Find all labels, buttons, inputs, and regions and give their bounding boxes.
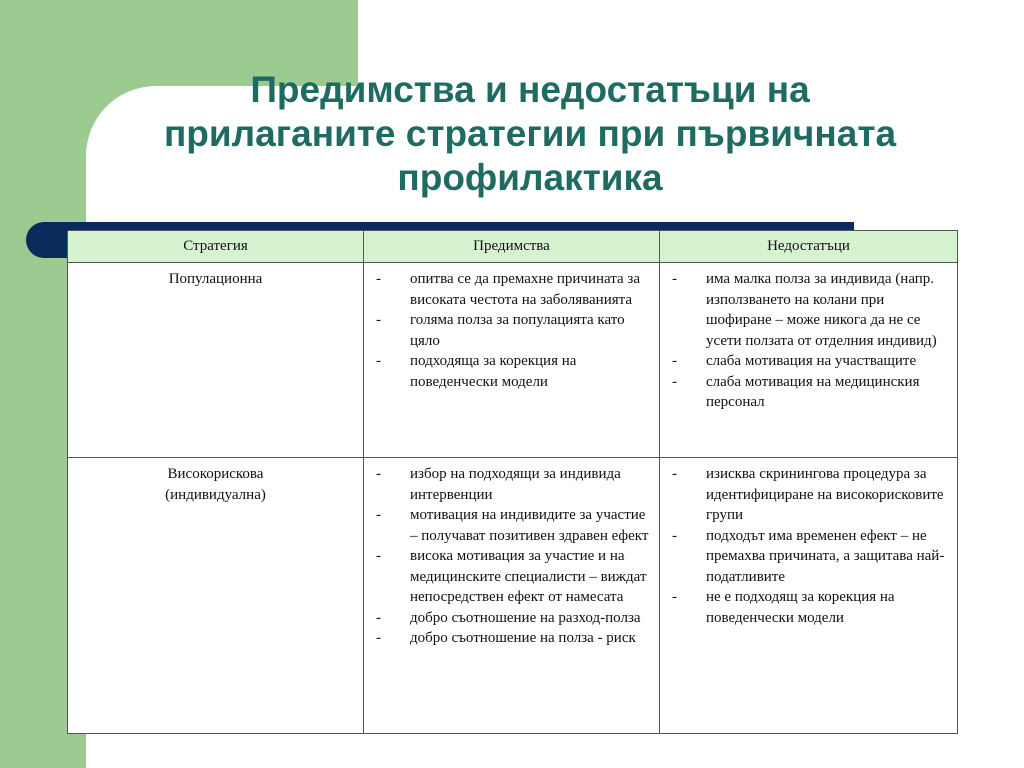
bullet-marker: - [672, 353, 677, 369]
list-item-text: не е подходящ за корекция на поведенчески модели [706, 589, 895, 626]
list-item [372, 269, 651, 310]
bullet-marker: - [672, 373, 677, 390]
list-item-text: има малка полза за индивида (напр. използването на колани при шофиране – може никога да не се усети ползата от отделния индивид) [706, 271, 937, 349]
bullet-marker: - [376, 312, 381, 328]
list-item-text: изисква скринингова процедура за идентифициране на високорисковите групи [706, 466, 944, 523]
slide-title-line: профилактика [397, 157, 663, 198]
disadvantages-list [668, 464, 949, 628]
list-item [372, 310, 651, 351]
header-strategy: Стратегия [68, 231, 364, 263]
list-item-text: висока мотивация за участие и на медицинските специалисти – виждат непосредствен ефект от намесата [410, 548, 647, 605]
list-item-text: опитва се да премахне причината за високата честота на заболяванията [410, 271, 641, 308]
bullet-marker: - [376, 353, 381, 369]
list-item [372, 608, 651, 629]
list-item-text: избор на подходящи за индивида интервенции [410, 466, 621, 503]
bullet-marker: - [376, 548, 381, 564]
advantages-list [372, 269, 651, 392]
list-item [372, 628, 651, 649]
list-item [668, 372, 949, 413]
bullet-marker: - [376, 466, 381, 482]
list-item-text: слаба мотивация на участващите [706, 353, 917, 369]
bullet-marker: - [672, 271, 677, 287]
table-row [68, 263, 958, 458]
strategy-name: Популационна [168, 271, 263, 287]
header-advantages: Предимства [364, 231, 660, 263]
bullet-marker: - [376, 630, 381, 646]
bullet-marker: - [672, 466, 677, 482]
list-item [668, 351, 949, 372]
strategy-name: (индивидуална) [165, 486, 266, 503]
list-item-text: голяма полза за популацията като цяло [410, 312, 625, 349]
table-row [68, 458, 958, 734]
bullet-marker: - [376, 271, 381, 287]
strategy-name: Високорискова [167, 466, 264, 482]
list-item [372, 351, 651, 392]
list-item [668, 269, 949, 351]
list-item [372, 464, 651, 505]
list-item-text: добро съотношение на полза - риск [410, 630, 636, 646]
slide-title-line: Предимства и недостатъци на [250, 69, 810, 110]
bullet-marker: - [672, 527, 677, 544]
header-disadvantages: Недостатъци [660, 231, 958, 263]
list-item-text: мотивация на индивидите за участие – получават позитивен здравен ефект [410, 507, 649, 544]
list-item [372, 546, 651, 608]
list-item [668, 587, 949, 628]
slide-title-line: прилаганите стратегии при първичната [163, 113, 897, 154]
slide-title [100, 68, 960, 200]
advantages-cell [364, 263, 660, 458]
list-item-text: подходът има временен ефект – не премахва причината, а защитава най-податливите [706, 527, 945, 585]
list-item-text: добро съотношение на разход-полза [410, 609, 641, 626]
list-item [668, 526, 949, 588]
bullet-marker: - [672, 589, 677, 605]
list-item-text: подходяща за корекция на поведенчески модели [410, 353, 577, 390]
strategy-table-container [67, 230, 957, 734]
table-header-row [68, 231, 958, 263]
disadvantages-cell [660, 458, 958, 734]
list-item-text: слаба мотивация на медицинския персонал [706, 373, 920, 410]
advantages-list [372, 464, 651, 649]
list-item [372, 505, 651, 546]
bullet-marker: - [376, 609, 381, 626]
advantages-cell [364, 458, 660, 734]
strategy-cell [68, 263, 364, 458]
disadvantages-cell [660, 263, 958, 458]
strategy-cell [68, 458, 364, 734]
strategy-table [67, 230, 958, 734]
disadvantages-list [668, 269, 949, 413]
bullet-marker: - [376, 507, 381, 523]
list-item [668, 464, 949, 526]
